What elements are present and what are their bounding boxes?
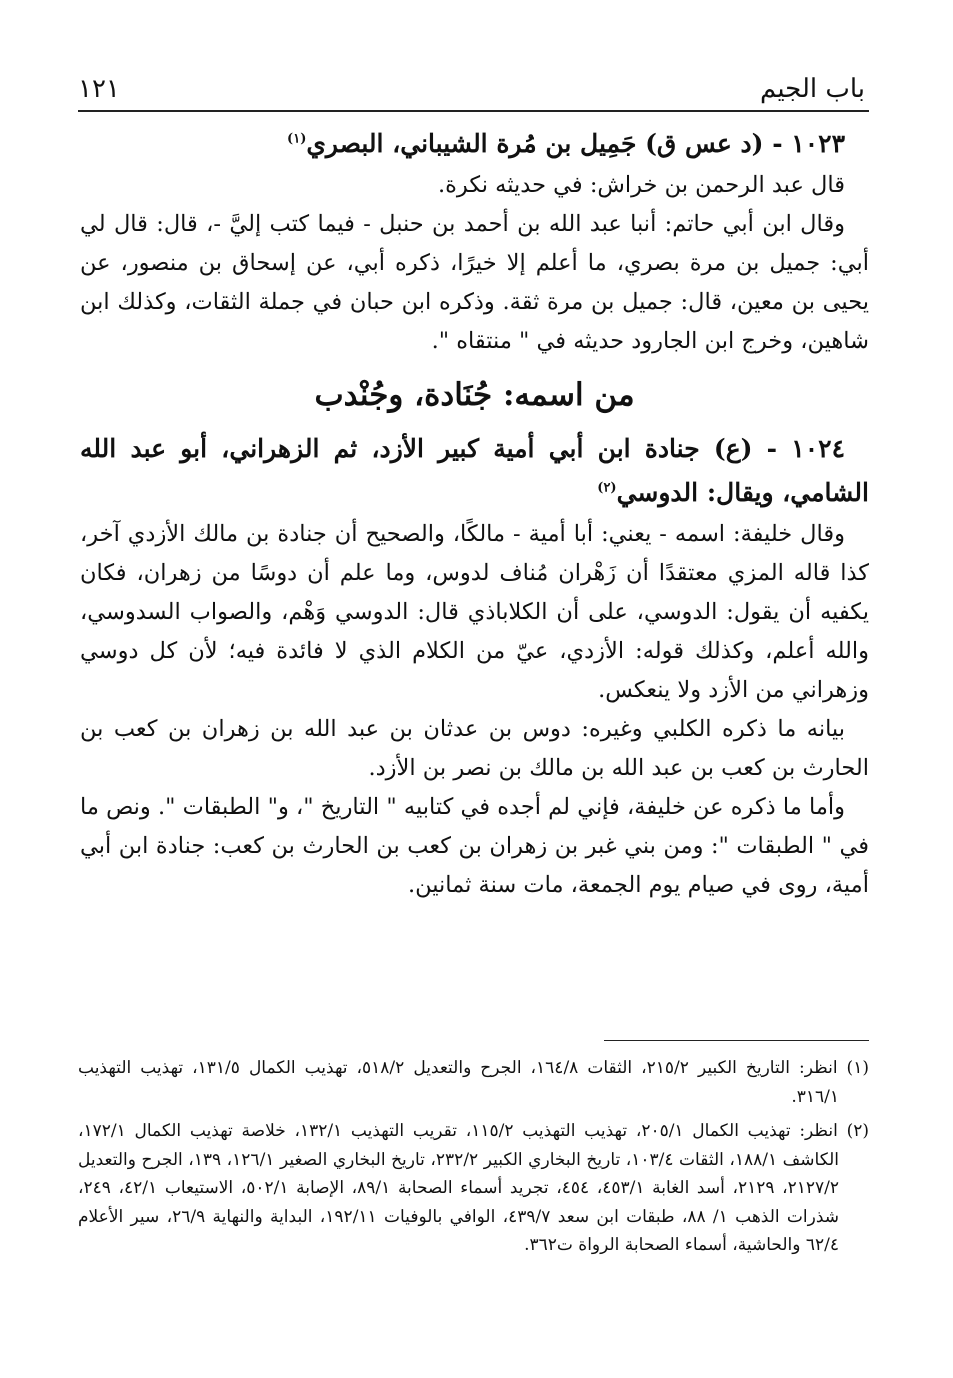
footnote-2: (٢) انظر: تهذيب الكمال ٢٠٥/١، تهذيب التهذيب ١١٥/٢، تقريب التهذيب ١٣٢/١، خلاصة تهذيب الكمال ١٧٢/١، الكاشف ١٨٨/١، الثقات ١٠٣/٤، تاريخ البخاري الكبير ٢٣٢/٢، تاريخ البخاري الصغير ١٢٦/١، ١٣٩، الجرح والتعديل ٢١٢٧/٢، ٢١٢٩، أسد الغابة ٤٥٣/١، ٤٥٤، تجريد أسماء الصحابة ٨٩/١، الإصابة ٥٠٢/١، الاستيعاب ٤٢/١، ٢٤٩، شذرات الذهب ١/ ٨٨، طبقات ابن سعد ٤٣٩/٧، الوافي بالوفيات ١٩٢/١١، البداية والنهاية ٢٦/٩، سير الأعلام ٦٢/٤ والحاشية، أسماء الصحابة الرواة ت٣٦٢. [78, 1121, 869, 1255]
header-divider [78, 110, 869, 112]
footnote-mark-1: (١) [287, 131, 307, 147]
page-header [78, 62, 865, 104]
entry-1023-paragraph-2: وقال ابن أبي حاتم: أنبا عبد الله بن أحمد بن حنبل - فيما كتب إليَّ -، قال: قال لي أبي: جميل بن مرة بصري، ما أعلم إلا خيرًا، ذكره أبي، عن إسحاق بن منصور، عن يحيى بن معين، قال: جميل بن مرة ثقة. وذكره ابن حبان في جملة الثقات، وكذلك ابن شاهين، وخرج ابن الجارود حديثه في " منتقاه ". [80, 211, 869, 354]
page-number: ١٢١ [78, 74, 120, 104]
chapter-title: باب الجيم [760, 74, 865, 104]
entry-1024-paragraph-3: وأما ما ذكره عن خليفة، فإني لم أجده في كتابيه " التاريخ "، و" الطبقات ". ونص ما في " الطبقات ": ومن بني غبر بن زهران بن كعب بن الحارث بن كعب: جنادة ابن أبي أمية، روى في صيام يوم الجمعة، مات سنة ثمانين. [80, 794, 869, 898]
entry-1023-title-text: ١٠٢٣ - (د عس ق) جَمِيل بن مُرة الشيباني، البصري [306, 129, 845, 158]
entry-1024-paragraph-1: وقال خليفة: اسمه - يعني: أبا أمية - مالكًا، والصحيح أن جنادة بن مالك الأزدي آخر، كذا قاله المزي معتقدًا أن زَهْران مُناف لدوس، وما علم أن دوسًا من زهران، فكان يكفيه أن يقول: الدوسي، على أن الكلاباذي قال: الدوسي وَهْم، والصواب السدوسي، والله أعلم، وكذلك قوله: الأزدي، عيّ من الكلام الذي لا فائدة فيه؛ لأن كل دوسي وزهراني من الأزد ولا ينعكس. [80, 521, 869, 703]
footnote-mark-2: (٢) [597, 480, 617, 496]
footnote-divider [604, 1040, 869, 1041]
footnote-1: (١) انظر: التاريخ الكبير ٢١٥/٢، الثقات ١٦٤/٨، الجرح والتعديل ٥١٨/٢، تهذيب الكمال ١٣١/٥، تهذيب التهذيب ٣١٦/١. [78, 1058, 869, 1107]
entry-1023-title [80, 122, 869, 166]
entry-1024-paragraph-2: بيانه ما ذكره الكلبي وغيره: دوس بن عدثان بن عبد الله بن زهران بن كعب بن الحارث بن كعب بن عبد الله بن مالك بن نصر بن الأزد. [80, 716, 869, 781]
main-text [80, 122, 869, 905]
footnotes [78, 1054, 869, 1266]
section-heading: من اسمه: جُنَادة، وجُنْدب [314, 377, 635, 413]
entry-1024-title [80, 427, 869, 515]
entry-1024-title-text: ١٠٢٤ - (ع) جنادة ابن أبي أمية كبير الأزد، ثم الزهراني، أبو عبد الله الشامي، ويقال: الدوسي [80, 434, 869, 507]
entry-1023-paragraph-1: قال عبد الرحمن بن خراش: في حديثه نكرة. [437, 172, 845, 198]
